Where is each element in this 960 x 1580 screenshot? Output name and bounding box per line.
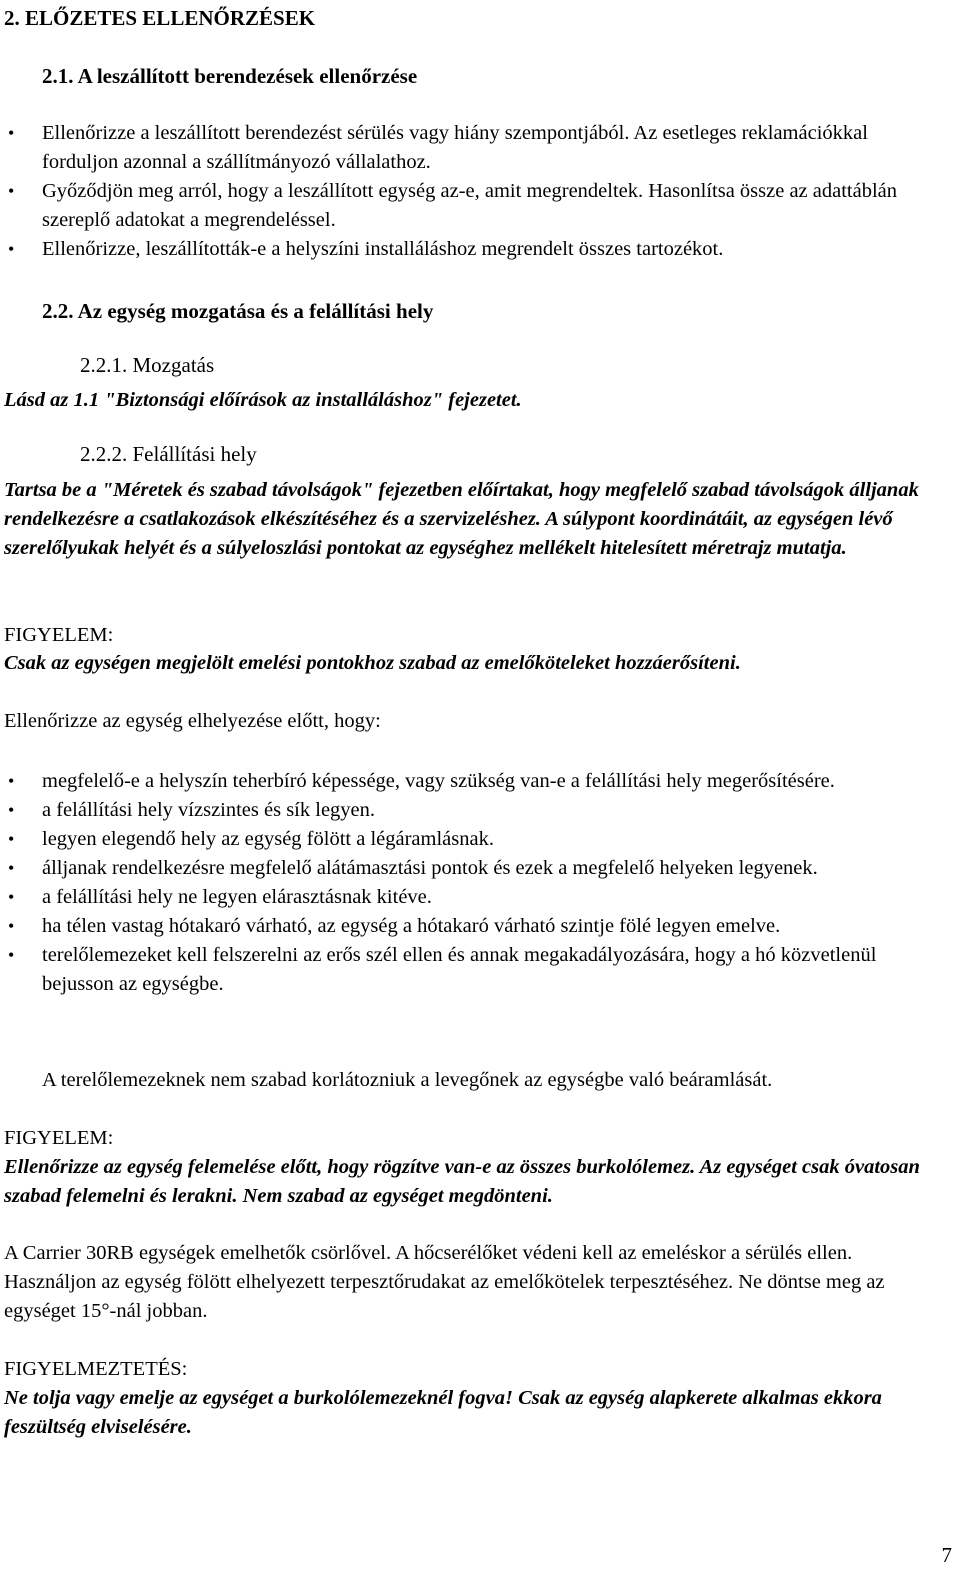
list-item: • terelőlemezeket kell felszerelni az erős szél ellen és annak megakadályozására, hogy a hó közvetlenül bejusson az egységbe.: [4, 941, 948, 999]
list-item: • megfelelő-e a helyszín teherbíró képessége, vagy szükség van-e a felállítási hely megerősítésére.: [4, 767, 948, 796]
list-item: • a felállítási hely ne legyen elárasztásnak kitéve.: [4, 883, 948, 912]
placement-paragraph: Tartsa be a "Méretek és szabad távolságok" fejezetben előírtakat, hogy megfelelő szabad távolságok álljanak rendelkezésre a csatlakozások elkészítéséhez és a szervizeléshez. A súlypont koordinátáit, az egységen lévő szerelőlyukak helyét és a súlyeloszlási pontokat az egységhez mellékelt hitelesített méretrajz mutatja.: [4, 479, 919, 559]
moving-reference: Lásd az 1.1 "Biztonsági előírások az installáláshoz" fejezetet.: [4, 389, 522, 411]
list-item: • legyen elegendő hely az egység fölött a légáramlásnak.: [4, 825, 948, 854]
bullet-icon: •: [8, 858, 15, 878]
list-item: • Győződjön meg arról, hogy a leszállított egység az-e, amit megrendeltek. Hasonlítsa össze az adattáblán szereplő adatokat a megrendeléssel.: [4, 177, 944, 235]
list-item: • álljanak rendelkezésre megfelelő alátámasztási pontok és ezek a megfelelő helyeken legyenek.: [4, 854, 948, 883]
list-item: • ha télen vastag hótakaró várható, az egység a hótakaró várható szintje fölé legyen emelve.: [4, 912, 948, 941]
bullet-icon: •: [8, 945, 15, 965]
check-intro: Ellenőrizze az egység elhelyezése előtt, hogy:: [4, 710, 381, 732]
warning-label: FIGYELMEZTETÉS:: [4, 1358, 188, 1380]
check-followup: A terelőlemezeknek nem szabad korlátozniuk a levegőnek az egységbe való beáramlását.: [42, 1069, 773, 1091]
caution-text-1: Csak az egységen megjelölt emelési pontokhoz szabad az emelőköteleket hozzáerősíteni.: [4, 652, 741, 674]
bullet-icon: •: [8, 800, 15, 820]
lifting-paragraph: A Carrier 30RB egységek emelhetők csörlővel. A hőcserélőket védeni kell az emeléskor a sérülés ellen. Használjon az egység fölött elhelyezett terpesztőrudakat az emelőkötelek terpesztéséhez. Ne döntse meg az egységet 15°-nál jobban.: [4, 1242, 885, 1322]
list-item: • Ellenőrizze, leszállították-e a helyszíni installáláshoz megrendelt összes tartozékot.: [4, 235, 944, 264]
subsection-title-2-1: 2.1. A leszállított berendezések ellenőrzése: [42, 64, 418, 88]
list-item: • Ellenőrizze a leszállított berendezést sérülés vagy hiány szempontjából. Az esetleges reklamációkkal forduljon azonnal a szállítmányozó vállalathoz.: [4, 119, 944, 177]
list-item: • a felállítási hely vízszintes és sík legyen.: [4, 796, 948, 825]
subsection-title-2-2-2: 2.2.2. Felállítási hely: [80, 442, 257, 466]
bullet-icon: •: [8, 771, 15, 791]
bullet-icon: •: [8, 829, 15, 849]
subsection-title-2-2: 2.2. Az egység mozgatása és a felállítási hely: [42, 299, 434, 323]
delivery-check-list: [4, 119, 944, 264]
section-title: 2. ELŐZETES ELLENŐRZÉSEK: [4, 6, 316, 30]
page-number: 7: [941, 1543, 952, 1567]
bullet-icon: •: [8, 916, 15, 936]
warning-text: Ne tolja vagy emelje az egységet a burkolólemezeknél fogva! Csak az egység alapkerete alkalmas ekkora feszültség elviselésére.: [4, 1387, 882, 1438]
caution-text-2: Ellenőrizze az egység felemelése előtt, hogy rögzítve van-e az összes burkolólemez. Az egységet csak óvatosan szabad felemelni és lerakni. Nem szabad az egységet megdönteni.: [4, 1156, 920, 1207]
bullet-icon: •: [8, 239, 15, 259]
bullet-icon: •: [8, 887, 15, 907]
subsection-title-2-2-1: 2.2.1. Mozgatás: [80, 353, 215, 377]
site-check-list: [4, 767, 948, 999]
caution-label-1: FIGYELEM:: [4, 624, 114, 646]
bullet-icon: •: [8, 123, 15, 143]
bullet-icon: •: [8, 181, 15, 201]
caution-label-2: FIGYELEM:: [4, 1127, 114, 1149]
